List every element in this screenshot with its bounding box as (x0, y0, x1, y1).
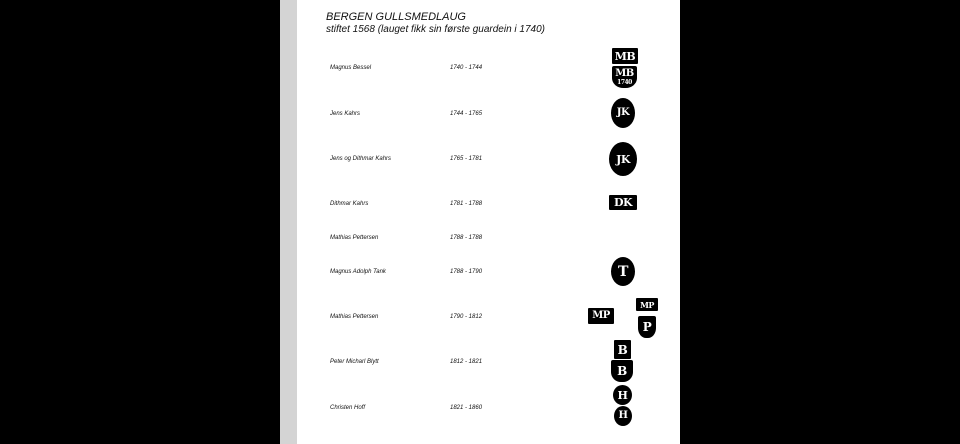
hallmark-stamp: P (638, 316, 656, 338)
entry-row (0, 110, 960, 122)
entry-name: Dithmar Kahrs (330, 201, 369, 207)
entry-years: 1821 - 1860 (450, 405, 483, 411)
entry-row (0, 155, 960, 167)
entry-years: 1765 - 1781 (450, 156, 483, 162)
hallmark-stamp: H (613, 385, 632, 405)
entry-name: Jens Kahrs (330, 111, 361, 117)
entry-years: 1740 - 1744 (450, 65, 483, 71)
hallmark-stamp-line: MB (615, 67, 634, 79)
entry-row (0, 64, 960, 76)
hallmark-stamp: MB (612, 48, 638, 64)
entry-row (0, 200, 960, 212)
entry-row (0, 358, 960, 370)
entry-row (0, 313, 960, 325)
hallmark-stamp: JK (609, 142, 637, 176)
entry-name: Jens og Dithmar Kahrs (330, 156, 392, 162)
entry-name: Magnus Adolph Tank (330, 269, 386, 275)
entry-years: 1790 - 1812 (450, 314, 483, 320)
hallmark-stamp-year: 1740 (617, 78, 632, 86)
document-title: BERGEN GULLSMEDLAUG (326, 11, 466, 23)
entry-years: 1812 - 1821 (450, 359, 483, 365)
entry-name: Mathias Pettersen (330, 235, 379, 241)
hallmark-stamp: MP (636, 298, 658, 311)
entry-years: 1781 - 1788 (450, 201, 483, 207)
hallmark-stamp: H (614, 406, 632, 426)
document-subtitle: stiftet 1568 (lauget fikk sin første guardein i 1740) (326, 24, 546, 35)
entry-name: Magnus Bessel (330, 65, 372, 71)
hallmark-stamp: MP (588, 308, 614, 324)
entry-row (0, 404, 960, 416)
hallmark-stamp: DK (609, 195, 637, 210)
entry-years: 1788 - 1788 (450, 235, 483, 241)
entry-years: 1744 - 1765 (450, 111, 483, 117)
entry-years: 1788 - 1790 (450, 269, 483, 275)
hallmark-stamp: JK (611, 98, 635, 128)
entry-name: Peter Micharl Blytt (330, 359, 379, 365)
entry-row (0, 234, 960, 246)
hallmark-stamp: B (614, 340, 631, 359)
entry-row (0, 268, 960, 280)
hallmark-stamp (612, 66, 637, 88)
hallmark-stamp: B (611, 360, 633, 382)
entry-name: Christen Hoff (330, 405, 366, 411)
entry-name: Mathias Pettersen (330, 314, 379, 320)
hallmark-stamp: T (611, 257, 635, 286)
